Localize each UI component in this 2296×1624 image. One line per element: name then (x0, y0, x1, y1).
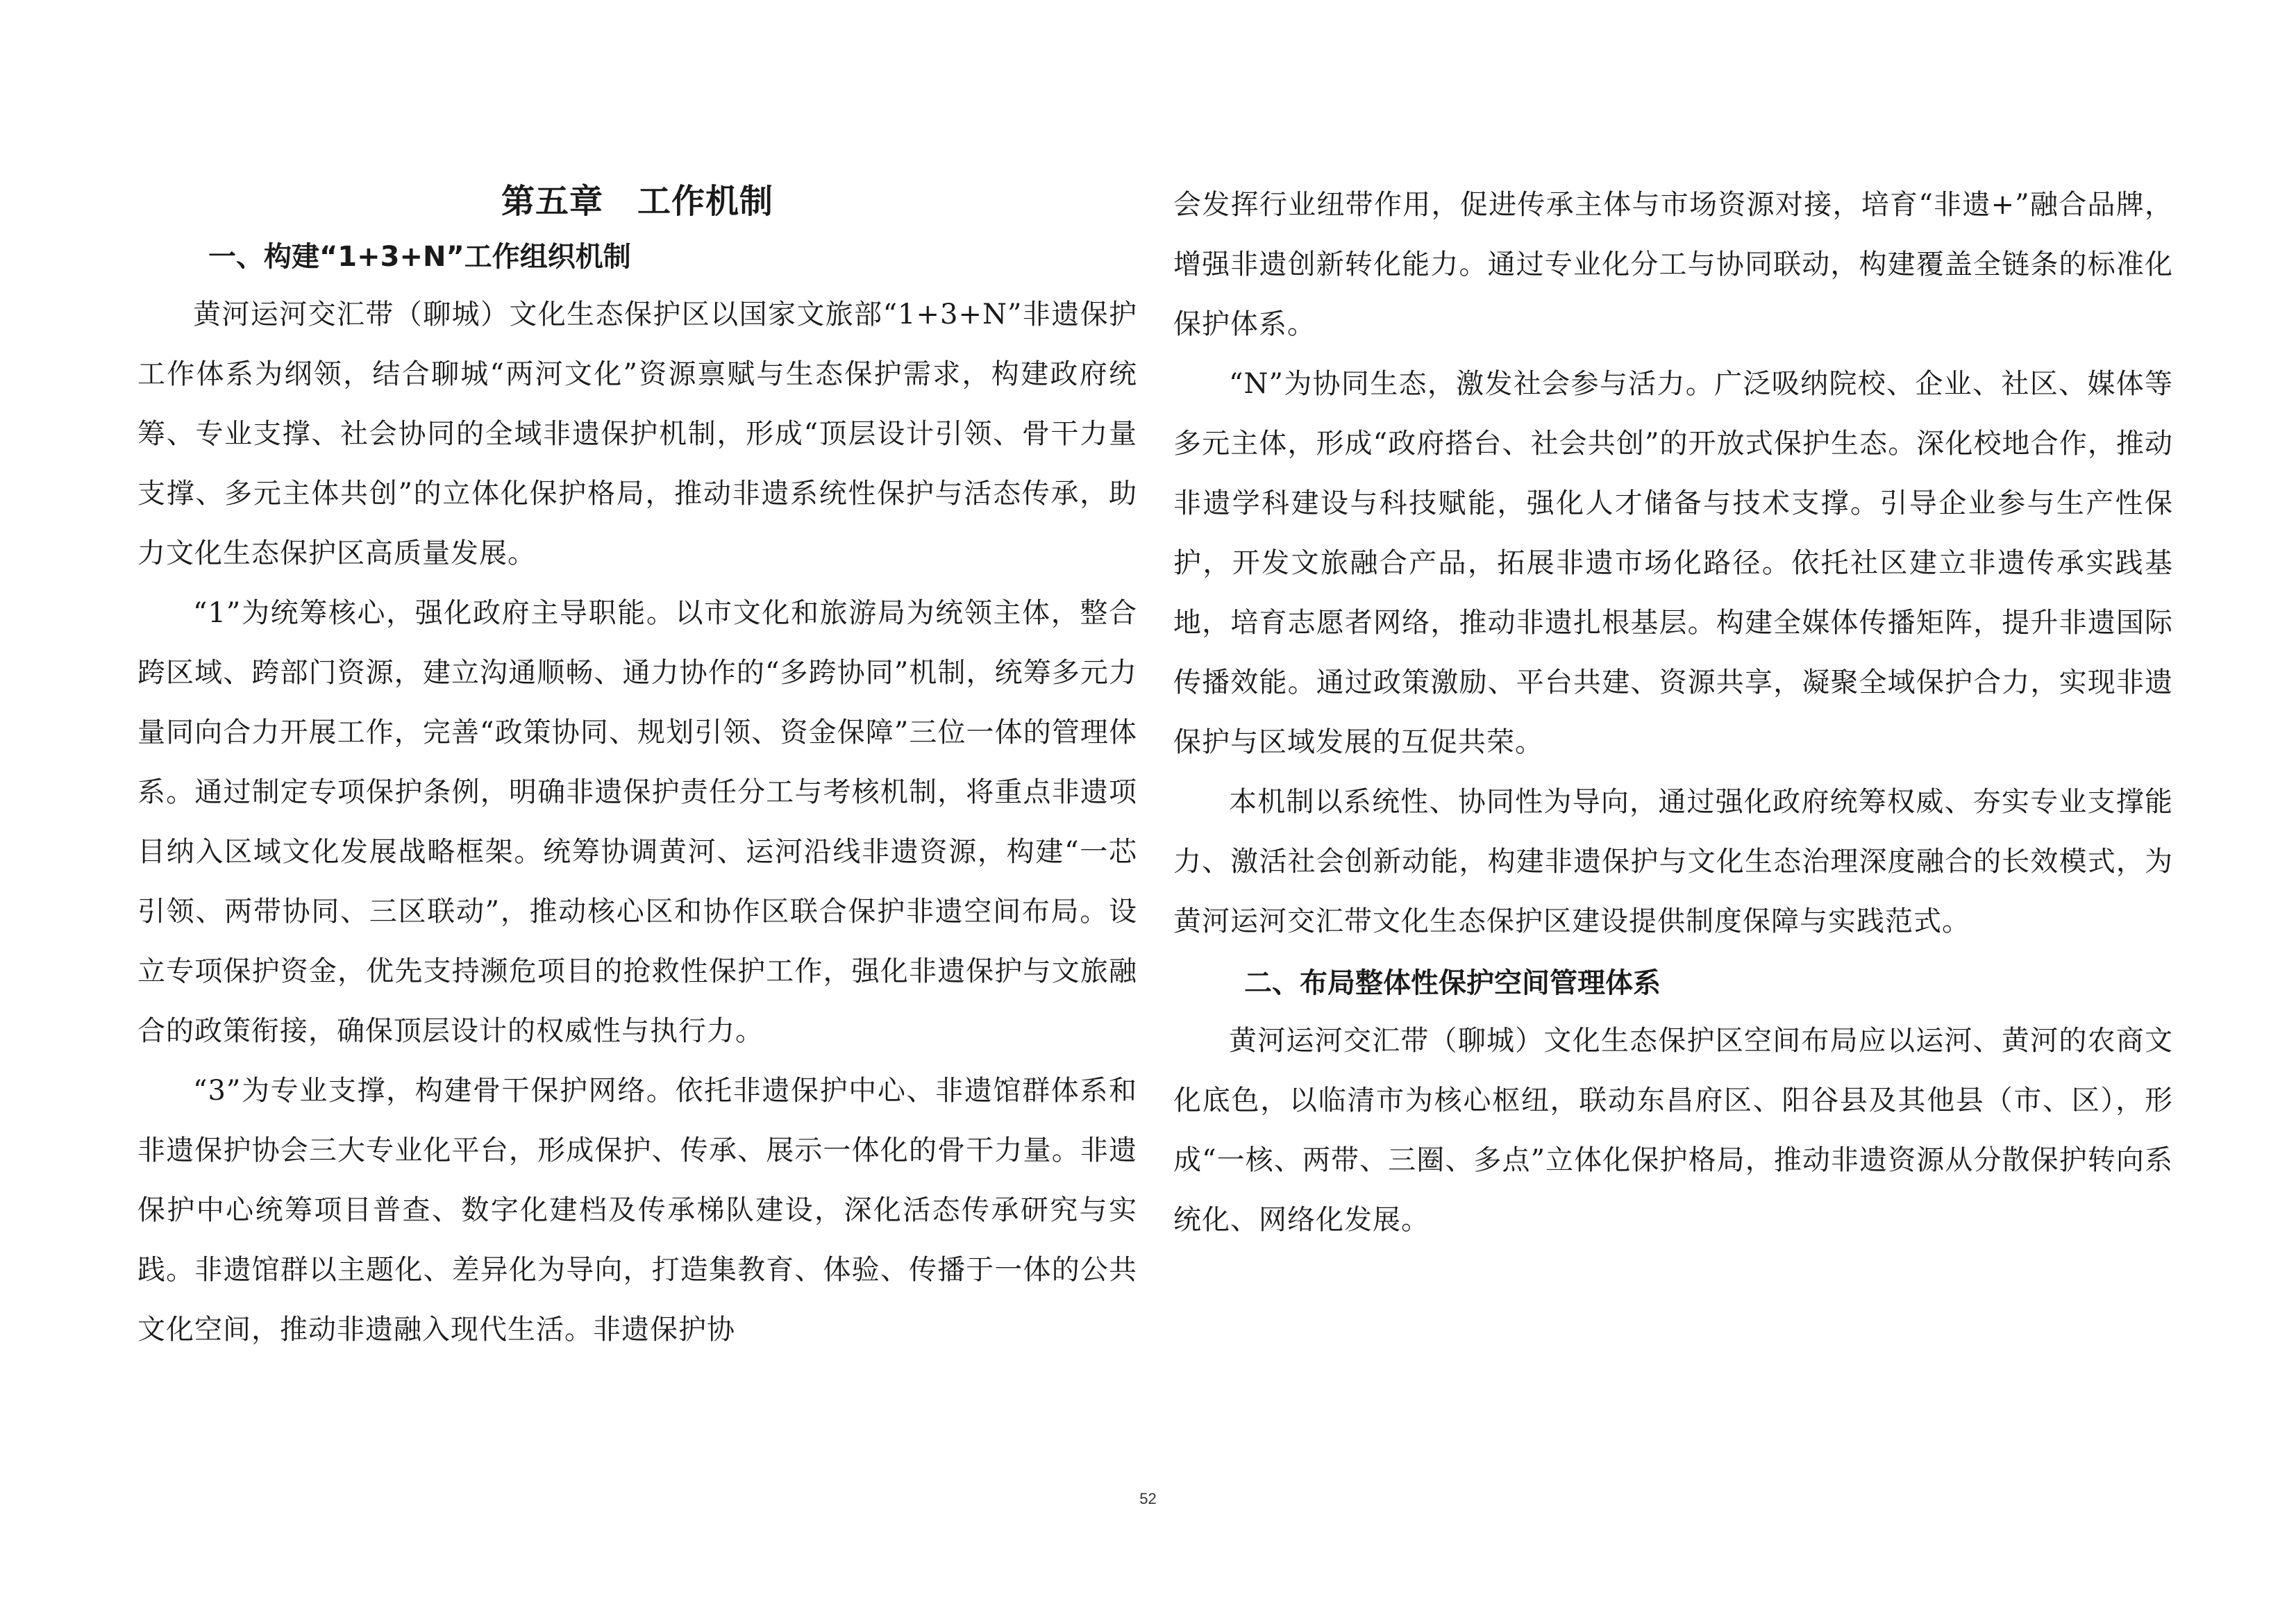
section-heading-1: 一、构建“1+3+N”工作组织机制 (208, 241, 631, 273)
right-column (1173, 175, 2173, 1250)
paragraph-summary: 本机制以系统性、协同性为导向，通过强化政府统筹权威、夯实专业支撑能力、激活社会创新动能，构建非遗保护与文化生态治理深度融合的长效模式，为黄河运河交汇带文化生态保护区建设提供制度保障与实践范式。 (1173, 786, 2173, 937)
paragraph-spatial-layout: 黄河运河交汇带（聊城）文化生态保护区空间布局应以运河、黄河的农商文化底色，以临清市为核心枢纽，联动东昌府区、阳谷县及其他县（市、区），形成“一核、两带、三圈、多点”立体化保护格局，推动非遗资源从分散保护转向系统化、网络化发展。 (1173, 1025, 2173, 1236)
paragraph-three-continued: 会发挥行业纽带作用，促进传承主体与市场资源对接，培育“非遗+”融合品牌，增强非遗创新转化能力。通过专业化分工与协同联动，构建覆盖全链条的标准化保护体系。 (1173, 189, 2173, 340)
section-heading-2: 二、布局整体性保护空间管理体系 (1244, 967, 1661, 999)
paragraph-intro: 黄河运河交汇带（聊城）文化生态保护区以国家文旅部“1+3+N”非遗保护工作体系为纲领，结合聊城“两河文化”资源禀赋与生态保护需求，构建政府统筹、专业支撑、社会协同的全域非遗保护机制，形成“顶层设计引领、骨干力量支撑、多元主体共创”的立体化保护格局，推动非遗系统性保护与活态传承，助力文化生态保护区高质量发展。 (137, 299, 1137, 569)
page-number: 52 (1139, 1490, 1157, 1507)
paragraph-one: “1”为统筹核心，强化政府主导职能。以市文化和旅游局为统领主体，整合跨区域、跨部门资源，建立沟通顺畅、通力协作的“多跨协同”机制，统筹多元力量同向合力开展工作，完善“政策协同、规划引领、资金保障”三位一体的管理体系。通过制定专项保护条例，明确非遗保护责任分工与考核机制，将重点非遗项目纳入区域文化发展战略框架。统筹协调黄河、运河沿线非遗资源，构建“一芯引领、两带协同、三区联动”，推动核心区和协作区联合保护非遗空间布局。设立专项保护资金，优先支持濒危项目的抢救性保护工作，强化非遗保护与文旅融合的政策衔接，确保顶层设计的权威性与执行力。 (137, 597, 1137, 1047)
left-column (137, 167, 1137, 1359)
chapter-title: 第五章 工作机制 (501, 182, 773, 221)
paragraph-n: “N”为协同生态，激发社会参与活力。广泛吸纳院校、企业、社区、媒体等多元主体，形成“政府搭台、社会共创”的开放式保护生态。深化校地合作，推动非遗学科建设与科技赋能，强化人才储备与技术支撑。引导企业参与生产性保护，开发文旅融合产品，拓展非遗市场化路径。依托社区建立非遗传承实践基地，培育志愿者网络，推动非遗扎根基层。构建全媒体传播矩阵，提升非遗国际传播效能。通过政策激励、平台共建、资源共享，凝聚全域保护合力，实现非遗保护与区域发展的互促共荣。 (1173, 368, 2173, 758)
paragraph-three: “3”为专业支撑，构建骨干保护网络。依托非遗保护中心、非遗馆群体系和非遗保护协会三大专业化平台，形成保护、传承、展示一体化的骨干力量。非遗保护中心统筹项目普查、数字化建档及传承梯队建设，深化活态传承研究与实践。非遗馆群以主题化、差异化为导向，打造集教育、体验、传播于一体的公共文化空间，推动非遗融入现代生活。非遗保护协 (137, 1075, 1137, 1346)
